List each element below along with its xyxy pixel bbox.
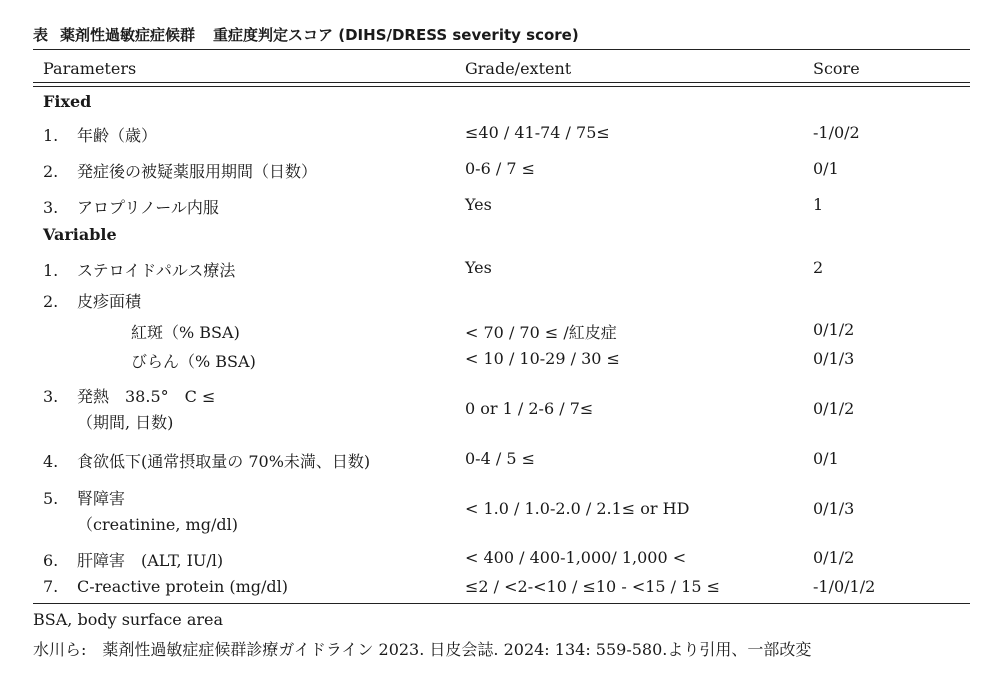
row-score: 0/1	[813, 159, 839, 178]
caption-subtitle: 重症度判定スコア (DIHS/DRESS severity score)	[213, 26, 579, 44]
row-score: 2	[813, 258, 824, 277]
row-score: 1	[813, 195, 824, 214]
row-score: -1/0/1/2	[813, 577, 876, 596]
row-parameter: C-reactive protein (mg/dl)	[77, 577, 288, 596]
row-grade: 0-6 / 7 ≤	[465, 159, 535, 178]
row-parameter: 肝障害 (ALT, IU/l)	[77, 551, 224, 570]
row-grade: ≤2 / <2-<10 / ≤10 - <15 / 15 ≤	[465, 577, 720, 596]
table-caption	[33, 24, 579, 45]
row-parameter: アロプリノール内服	[77, 198, 219, 217]
row-score: -1/0/2	[813, 123, 860, 142]
row-grade: 0-4 / 5 ≤	[465, 449, 535, 468]
row-number: 5.	[43, 489, 59, 508]
subrow-grade: < 70 / 70 ≤ /紅皮症	[465, 323, 617, 342]
row-number: 3.	[43, 198, 59, 217]
section-fixed: Fixed	[43, 92, 92, 111]
row-grade: 0 or 1 / 2-6 / 7≤	[465, 399, 594, 418]
row-parameter: 食欲低下(通常摂取量の 70%未満、日数)	[77, 452, 371, 471]
row-number: 6.	[43, 551, 59, 570]
footnote-source: 水川ら: 薬剤性過敏症症候群診療ガイドライン 2023. 日皮会誌. 2024: 134: 559-580.より引用、一部改変	[33, 640, 812, 659]
subrow-score: 0/1/2	[813, 320, 855, 339]
row-grade: Yes	[465, 258, 492, 277]
row-parameter-continuation: （creatinine, mg/dl)	[77, 515, 238, 534]
subrow-parameter: びらん（% BSA)	[131, 352, 256, 371]
row-grade: < 1.0 / 1.0-2.0 / 2.1≤ or HD	[465, 499, 690, 518]
subrow-score: 0/1/3	[813, 349, 855, 368]
row-score: 0/1/2	[813, 399, 855, 418]
row-number: 2.	[43, 162, 59, 181]
caption-title: 薬剤性過敏症症候群	[60, 26, 196, 44]
row-grade: ≤40 / 41-74 / 75≤	[465, 123, 610, 142]
row-parameter-continuation: （期間, 日数)	[77, 413, 174, 432]
row-parameter: 皮疹面積	[77, 292, 142, 311]
row-grade: < 400 / 400-1,000/ 1,000 <	[465, 548, 687, 567]
row-number: 7.	[43, 577, 59, 596]
row-number: 4.	[43, 452, 59, 471]
header-score: Score	[813, 59, 860, 78]
subrow-grade: < 10 / 10-29 / 30 ≤	[465, 349, 620, 368]
row-parameter: 発熱 38.5° C ≤	[77, 387, 216, 406]
header-double-rule-bottom	[33, 86, 970, 87]
section-variable: Variable	[43, 225, 117, 244]
footnote-abbreviation: BSA, body surface area	[33, 610, 224, 629]
table-bottom-rule	[33, 603, 970, 604]
row-parameter: 年齢（歳）	[77, 126, 158, 145]
row-number: 3.	[43, 387, 59, 406]
header-double-rule-top	[33, 82, 970, 83]
row-parameter: 腎障害	[77, 489, 126, 508]
subrow-parameter: 紅斑（% BSA)	[131, 323, 240, 342]
row-score: 0/1/2	[813, 548, 855, 567]
row-grade: Yes	[465, 195, 492, 214]
row-number: 1.	[43, 126, 59, 145]
table-top-rule	[33, 49, 970, 50]
caption-label: 表	[33, 26, 49, 44]
header-parameters: Parameters	[43, 59, 137, 78]
header-grade: Grade/extent	[465, 59, 572, 78]
row-score: 0/1	[813, 449, 839, 468]
row-parameter: ステロイドパルス療法	[77, 261, 236, 280]
row-parameter: 発症後の被疑薬服用期間（日数）	[77, 162, 318, 181]
row-score: 0/1/3	[813, 499, 855, 518]
row-number: 2.	[43, 292, 59, 311]
row-number: 1.	[43, 261, 59, 280]
